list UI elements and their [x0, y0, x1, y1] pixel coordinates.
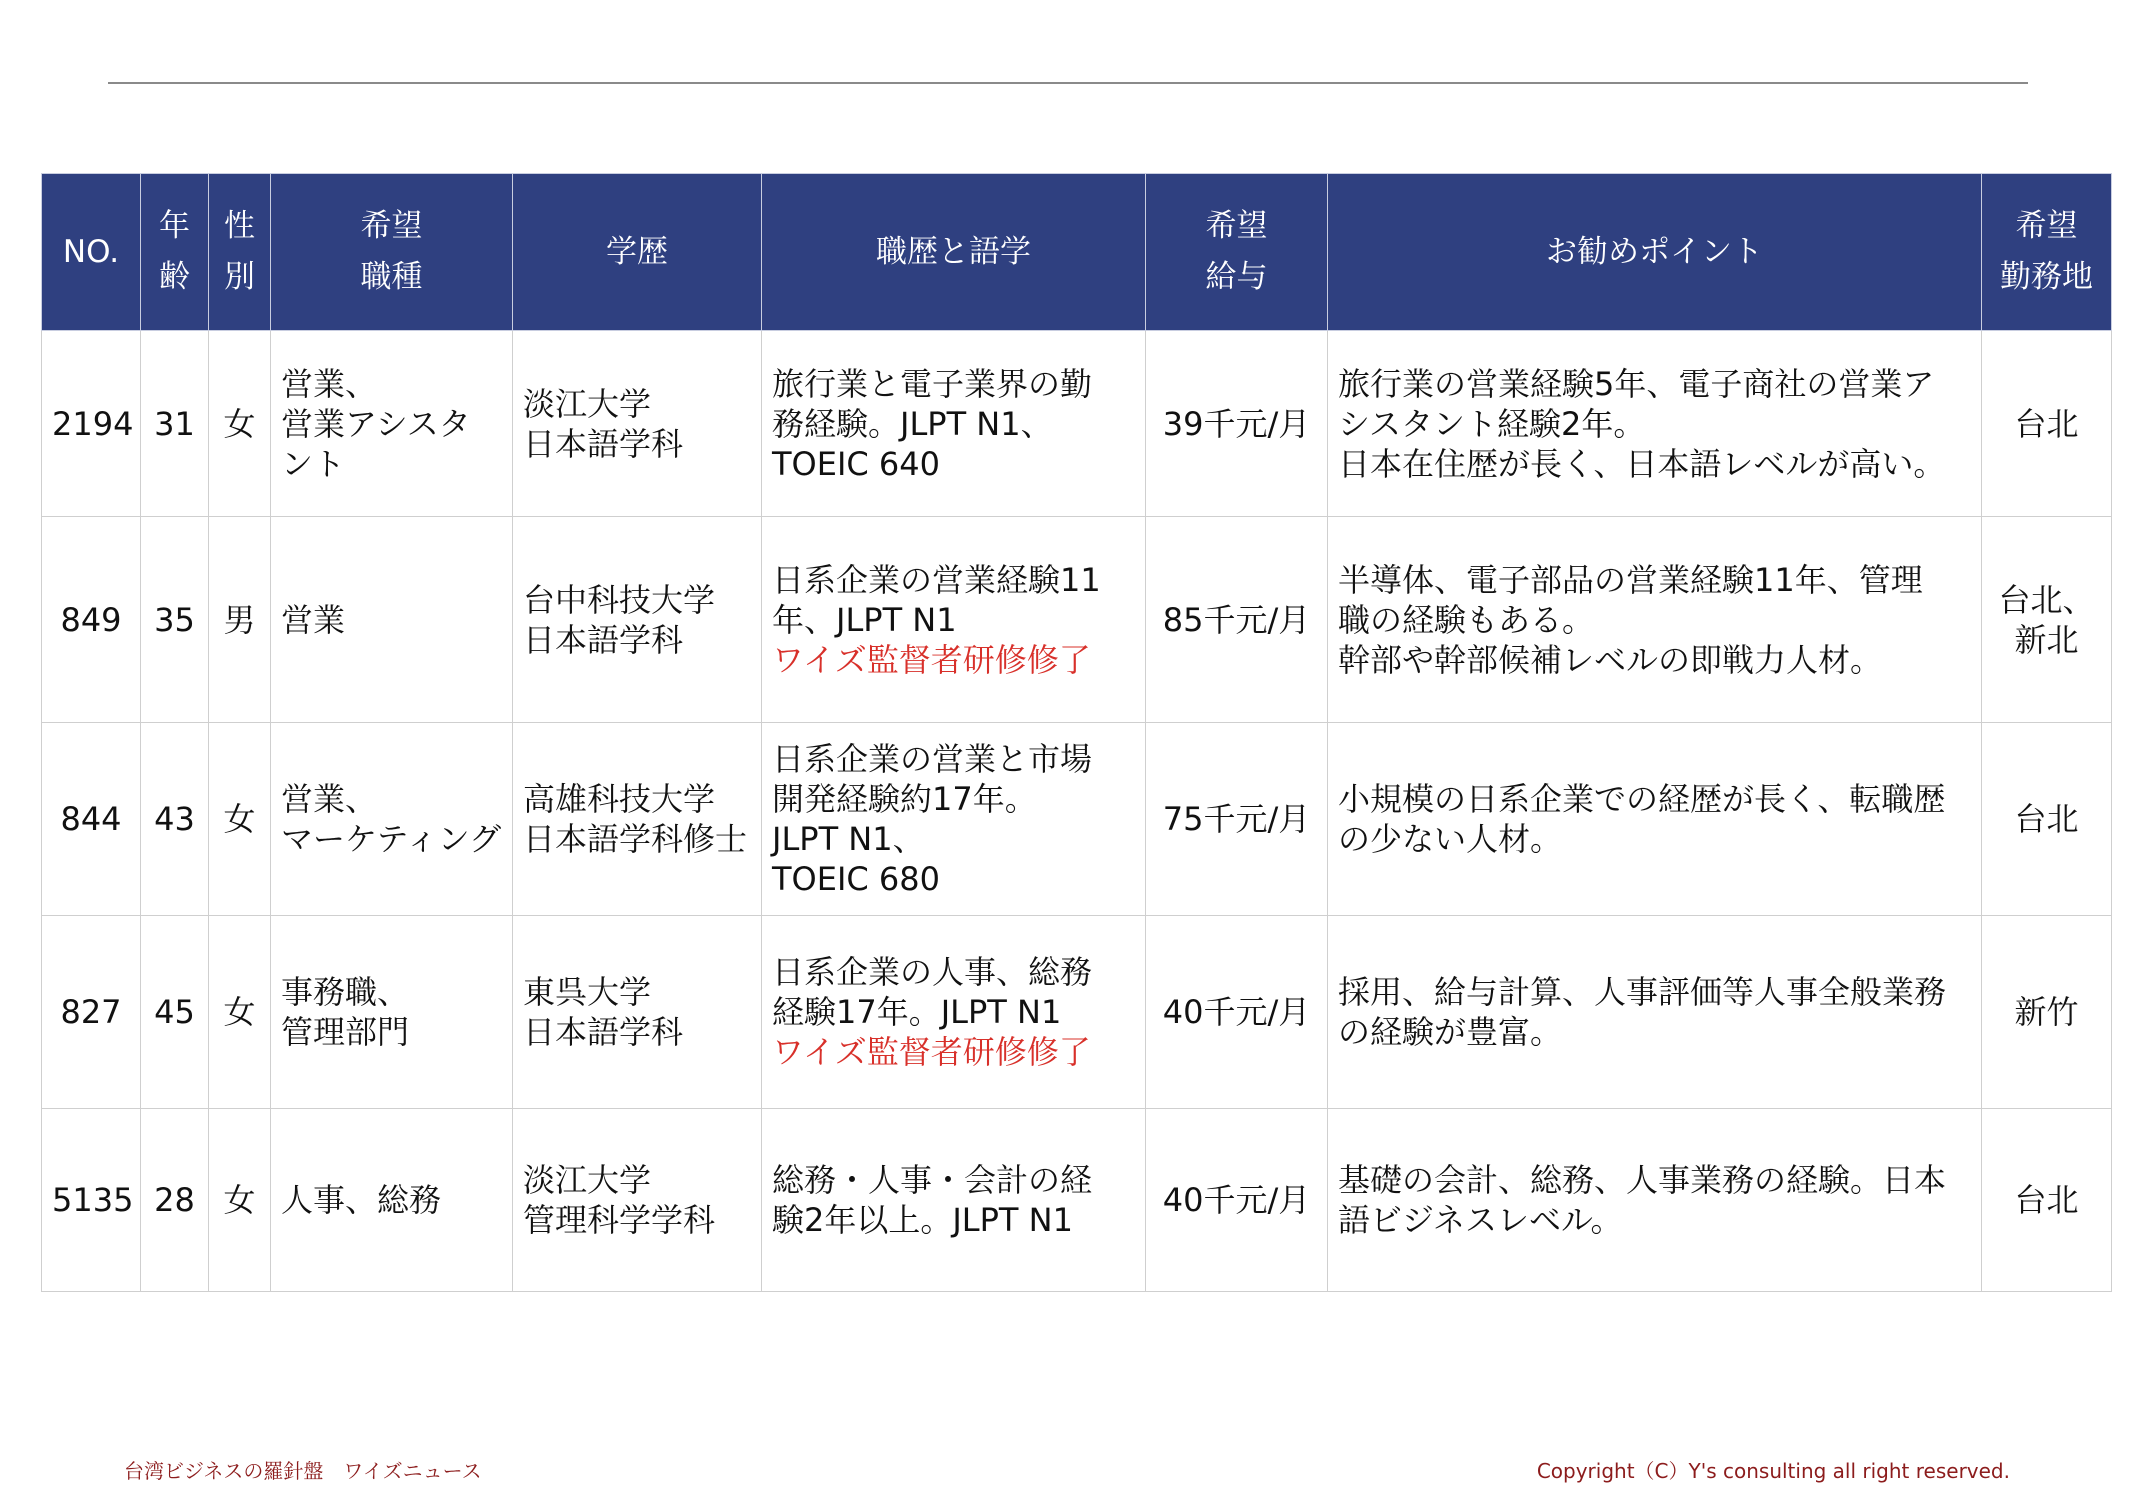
- header-job: 希望 職種: [271, 174, 513, 331]
- cell-job: 事務職、 管理部門: [271, 916, 513, 1109]
- table-row: [42, 1109, 2112, 1292]
- cell-point: 採用、給与計算、人事評価等人事全般業務 の経験が豊富。: [1328, 916, 1982, 1109]
- cell-location: 台北: [1982, 723, 2112, 916]
- cell-job: 営業、 営業アシスタ ント: [271, 331, 513, 517]
- cell-point: 旅行業の営業経験5年、電子商社の営業ア シスタント経験2年。 日本在住歴が長く、日本語レベルが高い。: [1328, 331, 1982, 517]
- career-text: 日系企業の営業と市場 開発経験約17年。 JLPT N1、 TOEIC 680: [772, 740, 1093, 898]
- cell-career: [762, 1109, 1146, 1292]
- cell-education: 台中科技大学 日本語学科: [513, 517, 762, 723]
- candidate-table: [41, 173, 2112, 1292]
- cell-job: 営業: [271, 517, 513, 723]
- cell-career: [762, 517, 1146, 723]
- cell-job: 人事、総務: [271, 1109, 513, 1292]
- cell-education: 高雄科技大学 日本語学科修士: [513, 723, 762, 916]
- cell-career: [762, 723, 1146, 916]
- cell-gender: 女: [209, 723, 271, 916]
- header-age: 年 齢: [141, 174, 209, 331]
- cell-salary: 75千元/月: [1146, 723, 1328, 916]
- header-education: 学歴: [513, 174, 762, 331]
- cell-no: 5135: [42, 1109, 141, 1292]
- cell-location: 新竹: [1982, 916, 2112, 1109]
- cell-location: 台北、 新北: [1982, 517, 2112, 723]
- career-note: ワイズ監督者研修修了: [772, 1033, 1091, 1071]
- header-gender: 性 別: [209, 174, 271, 331]
- table-row: [42, 517, 2112, 723]
- cell-salary: 85千元/月: [1146, 517, 1328, 723]
- cell-age: 43: [141, 723, 209, 916]
- cell-age: 28: [141, 1109, 209, 1292]
- career-note: ワイズ監督者研修修了: [772, 640, 1091, 679]
- cell-education: 淡江大学 管理科学学科: [513, 1109, 762, 1292]
- cell-career: [762, 916, 1146, 1109]
- cell-point: 小規模の日系企業での経歴が長く、転職歴 の少ない人材。: [1328, 723, 1982, 916]
- footer-copyright: Copyright（C）Y's consulting all right reserved.: [1536, 1459, 2010, 1483]
- cell-location: 台北: [1982, 331, 2112, 517]
- cell-career: [762, 331, 1146, 517]
- career-text: 日系企業の営業経験11 年、JLPT N1: [772, 560, 1101, 639]
- cell-age: 35: [141, 517, 209, 723]
- header-salary: 希望 給与: [1146, 174, 1328, 331]
- table-row: [42, 916, 2112, 1109]
- cell-location: 台北: [1982, 1109, 2112, 1292]
- cell-gender: 男: [209, 517, 271, 723]
- cell-gender: 女: [209, 1109, 271, 1292]
- cell-education: 淡江大学 日本語学科: [513, 331, 762, 517]
- cell-no: 827: [42, 916, 141, 1109]
- cell-point: 基礎の会計、総務、人事業務の経験。日本 語ビジネスレベル。: [1328, 1109, 1982, 1292]
- header-no: NO.: [42, 174, 141, 331]
- cell-no: 844: [42, 723, 141, 916]
- cell-gender: 女: [209, 331, 271, 517]
- cell-salary: 40千元/月: [1146, 1109, 1328, 1292]
- header-career: 職歴と語学: [762, 174, 1146, 331]
- cell-gender: 女: [209, 916, 271, 1109]
- cell-point: 半導体、電子部品の営業経験11年、管理 職の経験もある。 幹部や幹部候補レベルの即戦力人材。: [1328, 517, 1982, 723]
- header-location: 希望 勤務地: [1982, 174, 2112, 331]
- career-text: 旅行業と電子業界の勤 務経験。JLPT N1、 TOEIC 640: [772, 364, 1093, 483]
- career-text: 総務・人事・会計の経 験2年以上。JLPT N1: [772, 1161, 1093, 1239]
- header-point: お勧めポイント: [1328, 174, 1982, 331]
- cell-no: 2194: [42, 331, 141, 517]
- cell-no: 849: [42, 517, 141, 723]
- cell-salary: 39千元/月: [1146, 331, 1328, 517]
- table-header-row: [42, 174, 2112, 331]
- cell-salary: 40千元/月: [1146, 916, 1328, 1109]
- table-row: [42, 723, 2112, 916]
- cell-age: 31: [141, 331, 209, 517]
- cell-job: 営業、 マーケティング: [271, 723, 513, 916]
- top-divider: [108, 82, 2028, 84]
- table-row: [42, 331, 2112, 517]
- career-text: 日系企業の人事、総務 経験17年。JLPT N1: [772, 953, 1093, 1031]
- cell-education: 東呉大学 日本語学科: [513, 916, 762, 1109]
- cell-age: 45: [141, 916, 209, 1109]
- footer-publication-name: 台湾ビジネスの羅針盤 ワイズニュース: [124, 1459, 482, 1483]
